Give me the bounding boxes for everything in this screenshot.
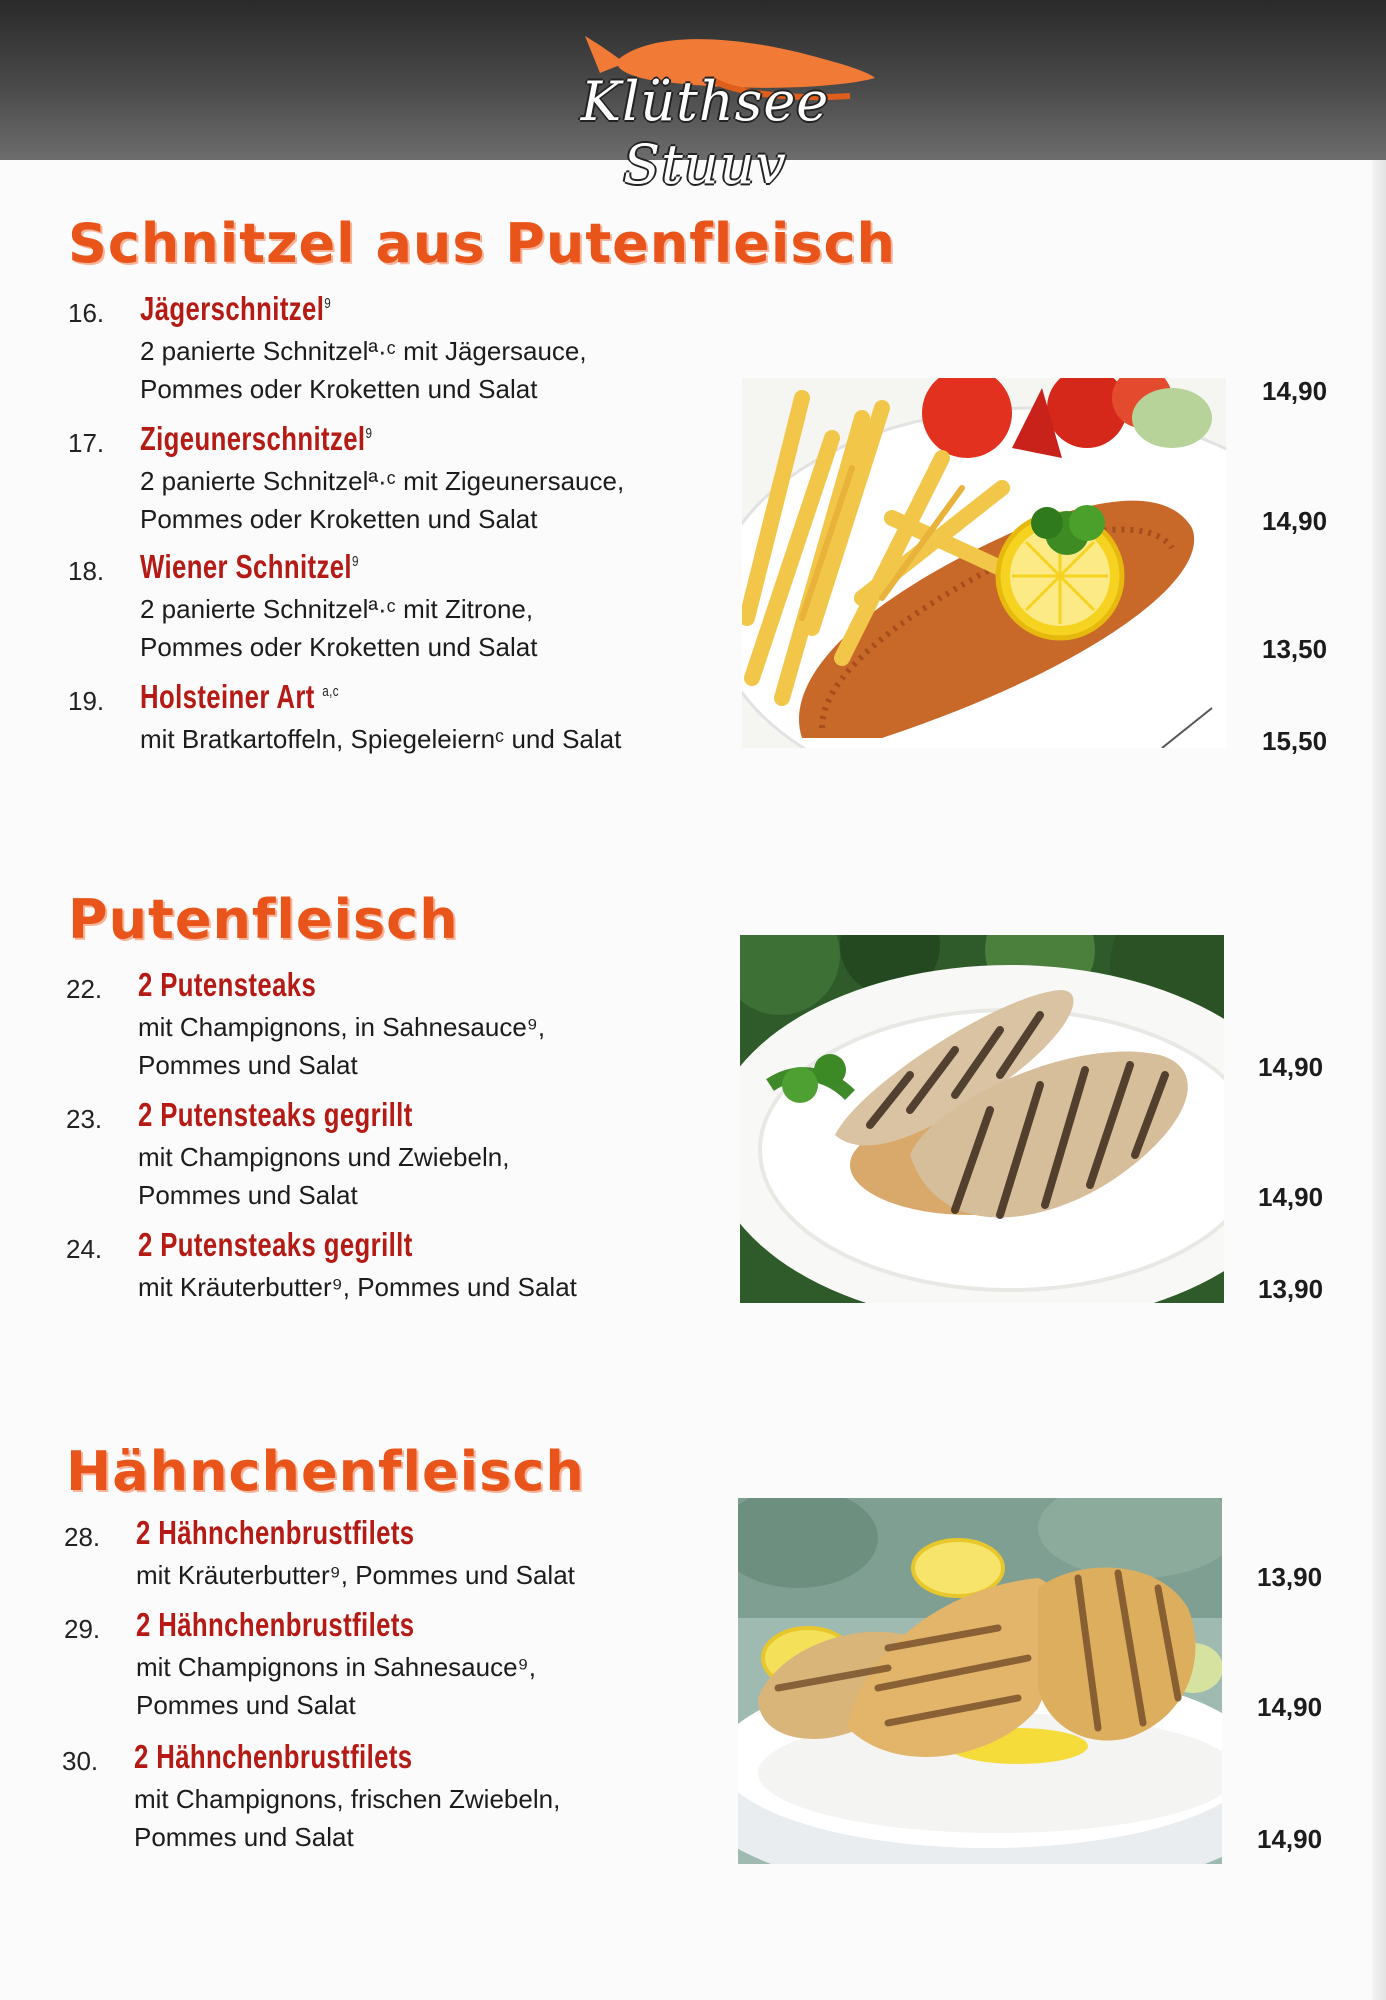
- section-title-putenfleisch: Putenfleisch: [68, 888, 459, 951]
- item-name: Holsteiner Art $^{a,c}$: [140, 678, 340, 715]
- item-number: 28.: [64, 1522, 101, 1552]
- item-name: 2 Hähnchenbrustfilets: [136, 1514, 415, 1551]
- item-description-line: mit Champignons und Zwiebeln,: [138, 1142, 510, 1172]
- item-price: 14,90: [1262, 376, 1328, 406]
- item-number: 30.: [62, 1746, 99, 1776]
- item-description-line: Pommes und Salat: [134, 1822, 354, 1852]
- item-price: 14,90: [1258, 1052, 1324, 1082]
- item-name: 2 Hähnchenbrustfilets: [136, 1606, 415, 1643]
- item-description-line: 2 panierte Schnitzelª·ᶜ mit Jägersauce,: [140, 336, 587, 366]
- page-edge: [1372, 160, 1386, 2000]
- item-name: 2 Hähnchenbrustfilets: [134, 1738, 413, 1775]
- section-title-haehnchenfleisch: Hähnchenfleisch: [66, 1440, 585, 1503]
- item-description-line: 2 panierte Schnitzelª·ᶜ mit Zigeunersauce,: [140, 466, 625, 496]
- item-description-line: mit Bratkartoffeln, Spiegeleiernᶜ und Salat: [140, 724, 622, 754]
- item-description-line: Pommes oder Kroketten und Salat: [140, 504, 538, 534]
- item-description-line: 2 panierte Schnitzelª·ᶜ mit Zitrone,: [140, 594, 534, 624]
- item-description-line: Pommes und Salat: [136, 1690, 356, 1720]
- item-number: 18.: [68, 556, 105, 586]
- item-number: 16.: [68, 298, 105, 328]
- grilled-turkey-steaks-photo: [740, 935, 1224, 1303]
- item-name: 2 Putensteaks: [138, 966, 317, 1003]
- item-price: 14,90: [1257, 1824, 1323, 1854]
- item-description-line: mit Kräuterbutter⁹, Pommes und Salat: [136, 1560, 575, 1590]
- item-number: 22.: [66, 974, 103, 1004]
- brand-name: Klüthsee Stuuv: [580, 70, 830, 196]
- item-price: 14,90: [1262, 506, 1328, 536]
- item-description-line: Pommes oder Kroketten und Salat: [140, 374, 538, 404]
- section-title-schnitzel: Schnitzel aus Putenfleisch: [68, 212, 896, 275]
- item-description-line: Pommes und Salat: [138, 1180, 358, 1210]
- item-price: 14,90: [1257, 1692, 1323, 1722]
- item-description-line: Pommes oder Kroketten und Salat: [140, 632, 538, 662]
- item-price: 14,90: [1258, 1182, 1324, 1212]
- item-name: 2 Putensteaks gegrillt: [138, 1096, 413, 1133]
- item-description-line: mit Champignons in Sahnesauce⁹,: [136, 1652, 536, 1682]
- item-description-line: mit Champignons, in Sahnesauce⁹,: [138, 1012, 546, 1042]
- item-price: 13,90: [1257, 1562, 1323, 1592]
- item-name: Wiener Schnitzel$^9$: [140, 548, 359, 585]
- item-name: 2 Putensteaks gegrillt: [138, 1226, 413, 1263]
- item-name: Jägerschnitzel$^9$: [140, 290, 332, 327]
- header-bar: [0, 0, 1386, 196]
- item-price: 15,50: [1262, 726, 1328, 756]
- item-number: 23.: [66, 1104, 103, 1134]
- item-price: 13,50: [1262, 634, 1328, 664]
- item-name: Zigeunerschnitzel$^9$: [140, 420, 373, 457]
- item-number: 29.: [64, 1614, 101, 1644]
- item-number: 17.: [68, 428, 105, 458]
- schnitzel-with-fries-photo: [742, 378, 1226, 748]
- item-description-line: mit Champignons, frischen Zwiebeln,: [134, 1784, 561, 1814]
- item-description-line: mit Kräuterbutter⁹, Pommes und Salat: [138, 1272, 577, 1302]
- item-price: 13,90: [1258, 1274, 1324, 1304]
- grilled-chicken-fillets-photo: [738, 1498, 1222, 1864]
- item-description-line: Pommes und Salat: [138, 1050, 358, 1080]
- item-number: 19.: [68, 686, 105, 716]
- item-number: 24.: [66, 1234, 103, 1264]
- brand-logo: [490, 18, 920, 196]
